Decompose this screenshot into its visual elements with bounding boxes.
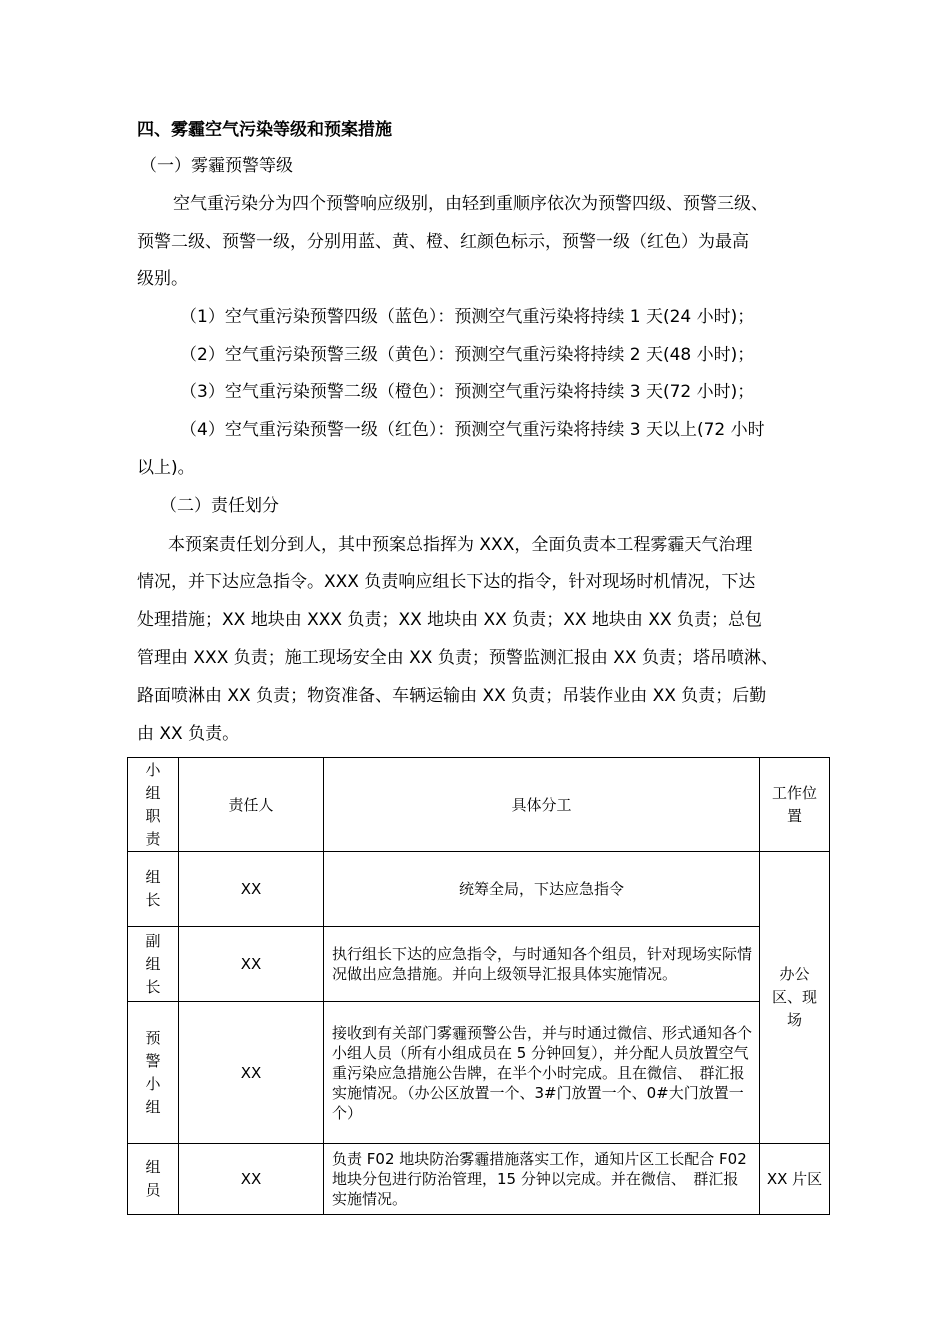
- paragraph-line: 管理由 XXX 负责；施工现场安全由 XX 负责；预警监测汇报由 XX 负责；塔吊喷淋、: [137, 648, 778, 668]
- warning-level-item: （1）空气重污染预警四级（蓝色）：预测空气重污染将持续 1 天(24 小时)；: [180, 307, 755, 327]
- paragraph-line: 路面喷淋由 XX 负责；物资准备、车辆运输由 XX 负责；吊装作业由 XX 负责；后勤: [137, 686, 767, 706]
- responsibility-table: [127, 757, 830, 1215]
- cell-duty: 接收到有关部门雾霾预警公告，并与时通过微信、形式通知各个小组人员（所有小组成员在 5 分钟回复），并分配人员放置空气重污染应急措施公告牌，在半个小时完成。且在微信、 群汇报实施情况。（办公区放置一个、3#门放置一个、0#大门放置一个）: [324, 1002, 760, 1144]
- subsection-title-responsibility: （二）责任划分: [160, 496, 279, 516]
- warning-level-item: （2）空气重污染预警三级（黄色）：预测空气重污染将持续 2 天(48 小时)；: [180, 345, 755, 365]
- section-title: 四、雾霾空气污染等级和预案措施: [137, 120, 392, 140]
- cell-person: XX: [179, 1144, 324, 1215]
- warning-level-item: （3）空气重污染预警二级（橙色）：预测空气重污染将持续 3 天(72 小时)；: [180, 382, 755, 402]
- warning-level-item: （4）空气重污染预警一级（红色）：预测空气重污染将持续 3 天以上(72 小时: [180, 420, 765, 440]
- table-row: [128, 1144, 830, 1215]
- cell-person: XX: [179, 852, 324, 927]
- cell-location: XX 片区: [760, 1144, 830, 1215]
- cell-duty: 统筹全局，下达应急指令: [324, 852, 760, 927]
- cell-location-merged: 办公区、现场: [760, 852, 830, 1144]
- paragraph-line: 情况，并下达应急指令。XXX 负责响应组长下达的指令，针对现场时机情况，下达: [137, 572, 756, 592]
- paragraph-line: 由 XX 负责。: [137, 724, 240, 744]
- cell-role: 组员: [128, 1144, 179, 1215]
- table-row: [128, 927, 830, 1002]
- paragraph-line: 预警二级、预警一级，分别用蓝、黄、橙、红颜色标示，预警一级（红色）为最高: [137, 232, 749, 252]
- cell-duty: 执行组长下达的应急指令，与时通知各个组员，针对现场实际情况做出应急措施。并向上级领导汇报具体实施情况。: [324, 927, 760, 1002]
- header-person: 责任人: [179, 758, 324, 852]
- cell-role: 预警小组: [128, 1002, 179, 1144]
- cell-role: 副组长: [128, 927, 179, 1002]
- header-role: 小组职责: [128, 758, 179, 852]
- header-duty: 具体分工: [324, 758, 760, 852]
- paragraph-line: 空气重污染分为四个预警响应级别，由轻到重顺序依次为预警四级、预警三级、: [173, 194, 768, 214]
- cell-duty: 负责 F02 地块防治雾霾措施落实工作，通知片区工长配合 F02 地块分包进行防治管理，15 分钟以完成。并在微信、 群汇报实施情况。: [324, 1144, 760, 1215]
- table-row: [128, 852, 830, 927]
- table-row: [128, 1002, 830, 1144]
- header-location: 工作位置: [760, 758, 830, 852]
- warning-level-item-continued: 以上)。: [137, 458, 195, 478]
- cell-person: XX: [179, 1002, 324, 1144]
- cell-role: 组长: [128, 852, 179, 927]
- paragraph-line: 本预案责任划分到人，其中预案总指挥为 XXX，全面负责本工程雾霾天气治理: [168, 535, 753, 555]
- paragraph-line: 处理措施；XX 地块由 XXX 负责；XX 地块由 XX 负责；XX 地块由 XX 负责；总包: [137, 610, 763, 630]
- subsection-title-warning-levels: （一）雾霾预警等级: [140, 156, 293, 176]
- cell-person: XX: [179, 927, 324, 1002]
- table-header-row: [128, 758, 830, 852]
- paragraph-line: 级别。: [137, 269, 188, 289]
